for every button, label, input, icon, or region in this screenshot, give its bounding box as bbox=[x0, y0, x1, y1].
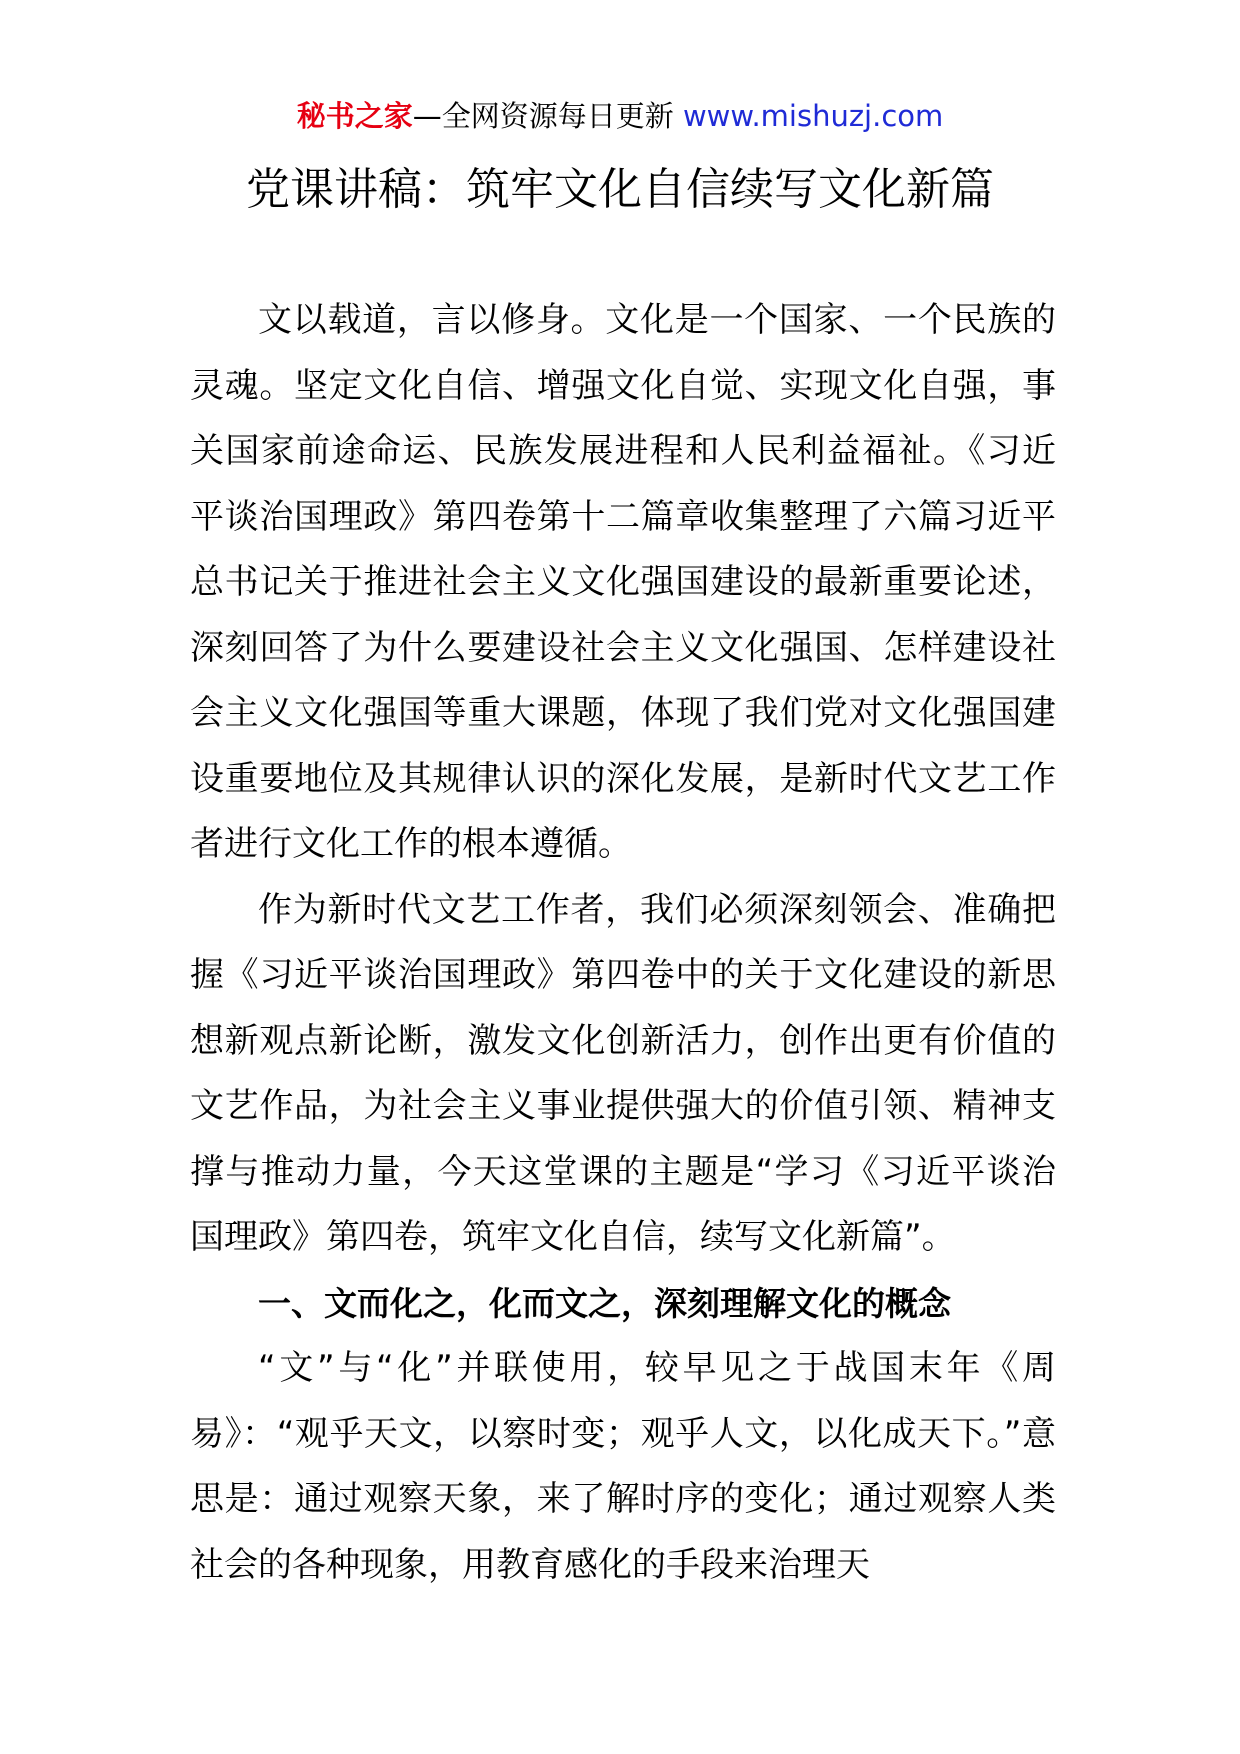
section-heading-1: 一、文而化之，化而文之，深刻理解文化的概念 bbox=[258, 1283, 951, 1323]
site-url-link[interactable]: www.mishuzj.com bbox=[682, 99, 944, 133]
document-body bbox=[190, 288, 1056, 1598]
paragraph-intro: 文以载道，言以修身。文化是一个国家、一个民族的灵魂。坚定文化自信、增强文化自觉、实现文化自强，事关国家前途命运、民族发展进程和人民利益福祉。《习近平谈治国理政》第四卷第十二篇章收集整理了六篇习近平总书记关于推进社会主义文化强国建设的最新重要论述，深刻回答了为什么要建设社会主义文化强国、怎样建设社会主义文化强国等重大课题，体现了我们党对文化强国建设重要地位及其规律认识的深化发展，是新时代文艺工作者进行文化工作的根本遵循。 bbox=[190, 300, 1056, 864]
document-title: 党课讲稿：筑牢文化自信续写文化新篇 bbox=[246, 164, 994, 215]
paragraph-theme: 作为新时代文艺工作者，我们必须深刻领会、准确把握《习近平谈治国理政》第四卷中的关于文化建设的新思想新观点新论断，激发文化创新活力，创作出更有价值的文艺作品，为社会主义事业提供强大的价值引领、精神支撑与推动力量，今天这堂课的主题是“学习《习近平谈治国理政》第四卷，筑牢文化自信，续写文化新篇”。 bbox=[190, 889, 1056, 1257]
paragraph-section-1: “文”与“化”并联使用，较早见之于战国末年《周易》：“观乎天文，以察时变；观乎人文，以化成天下。”意思是：通过观察天象，来了解时序的变化；通过观察人类社会的各种现象，用教育感化的手段来治理天 bbox=[190, 1348, 1056, 1585]
header-tagline: —全网资源每日更新 bbox=[412, 99, 674, 133]
site-header bbox=[0, 96, 1240, 136]
brand-name: 秘书之家 bbox=[296, 99, 413, 133]
